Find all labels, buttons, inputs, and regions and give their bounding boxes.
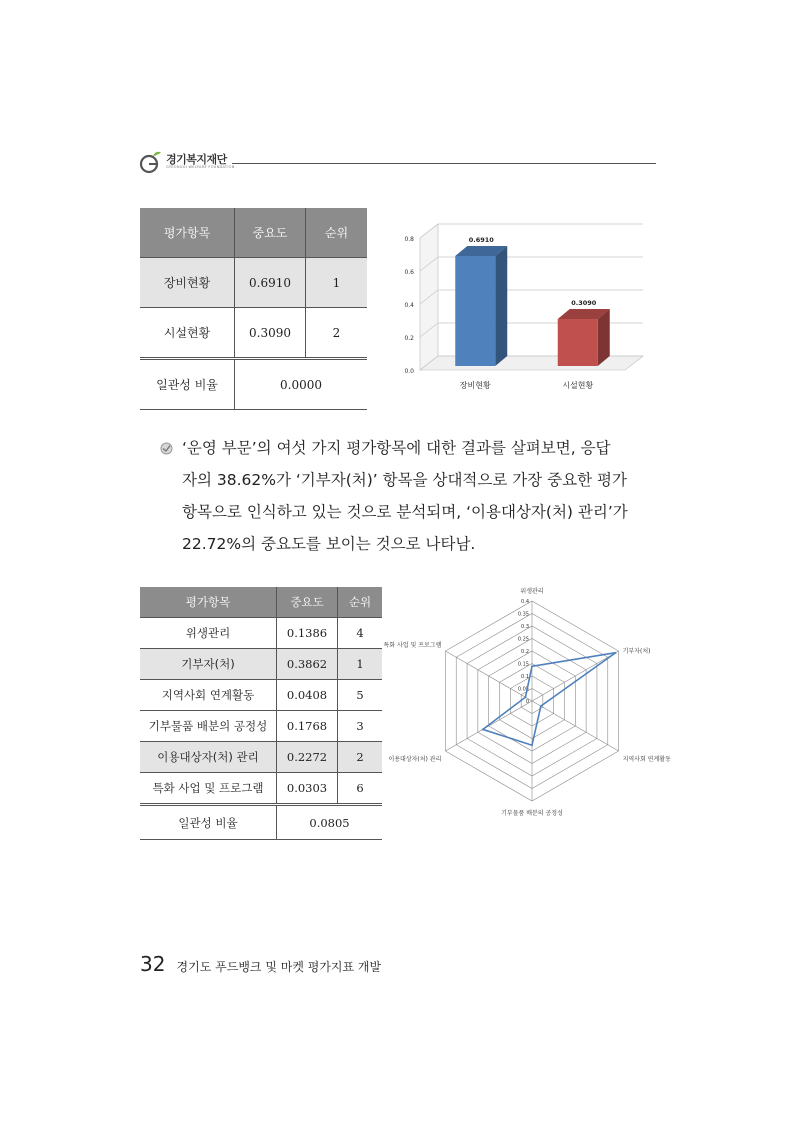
row-weight: 0.2272 <box>277 742 338 773</box>
radial-tick-label: 0.2 <box>521 649 529 655</box>
category-label: 장비현황 <box>459 381 491 390</box>
table-row <box>140 773 382 805</box>
table-row <box>140 308 367 359</box>
axis-label: 위생관리 <box>520 588 544 595</box>
consistency-row <box>140 805 382 840</box>
page-header <box>140 150 656 176</box>
operation-radar-chart <box>383 583 671 823</box>
operation-weight-table <box>140 587 382 840</box>
row-rank: 3 <box>338 711 383 742</box>
row-item: 위생관리 <box>140 618 277 649</box>
radial-tick-label: 0.1 <box>521 674 529 680</box>
row-item: 장비현황 <box>140 258 235 308</box>
radar-point <box>482 729 484 731</box>
radial-tick-label: 0.35 <box>517 611 529 618</box>
y-tick-label: 0.4 <box>404 302 414 309</box>
table-header-row <box>140 587 382 618</box>
radial-tick-label: 0 <box>525 699 529 705</box>
page-number: 32 <box>140 952 166 976</box>
consistency-row <box>140 359 367 410</box>
row-weight: 0.0408 <box>277 680 338 711</box>
consistency-value: 0.0805 <box>277 805 383 840</box>
footer-title: 경기도 푸드뱅크 및 마켓 평가지표 개발 <box>176 960 382 974</box>
data-label: 0.6910 <box>468 235 494 244</box>
radar-point <box>531 744 533 746</box>
radar-point <box>540 705 542 707</box>
bar-2 <box>558 309 610 366</box>
row-weight: 0.1768 <box>277 711 338 742</box>
header-rule <box>232 163 656 164</box>
bar-side <box>598 309 610 366</box>
table-row <box>140 258 367 308</box>
gridline <box>420 257 643 271</box>
row-weight: 0.3090 <box>235 308 306 359</box>
y-tick-label: 0.0 <box>404 368 414 375</box>
gridline <box>420 224 643 238</box>
row-weight: 0.1386 <box>277 618 338 649</box>
bar-front <box>558 319 598 366</box>
radial-tick-label: 0.25 <box>517 636 529 643</box>
radar-point <box>525 696 527 698</box>
axis-label: 특화 사업 및 프로그램 <box>383 642 442 649</box>
y-tick-label: 0.2 <box>404 335 414 342</box>
category-label: 시설현황 <box>562 381 594 390</box>
bar-1 <box>455 246 507 366</box>
row-rank: 1 <box>338 649 383 680</box>
header-weight: 중요도 <box>235 208 306 258</box>
logo-subtitle: GYEONGGI WELFARE FOUNDATION <box>166 165 235 169</box>
consistency-value: 0.0000 <box>235 359 368 410</box>
radar-point <box>531 665 533 667</box>
table-row <box>140 742 382 773</box>
table-row <box>140 649 382 680</box>
foundation-logo-icon <box>140 150 162 174</box>
row-item: 지역사회 연계활동 <box>140 680 277 711</box>
radar-point <box>615 652 617 654</box>
equipment-weight-table <box>140 208 367 410</box>
row-rank: 6 <box>338 773 383 805</box>
header-item: 평가항목 <box>140 587 277 618</box>
chart-floor <box>420 356 643 370</box>
paragraph-line: 항목으로 인식하고 있는 것으로 분석되며, ‘이용대상자(처) 관리’가 <box>182 503 628 521</box>
bar-side <box>495 246 507 366</box>
table-row <box>140 680 382 711</box>
gridline <box>420 290 643 304</box>
row-weight: 0.0303 <box>277 773 338 805</box>
radar-series-line <box>483 653 616 745</box>
row-weight: 0.6910 <box>235 258 306 308</box>
row-weight: 0.3862 <box>277 649 338 680</box>
row-rank: 5 <box>338 680 383 711</box>
header-item: 평가항목 <box>140 208 235 258</box>
header-rank: 순위 <box>306 208 368 258</box>
paragraph-line: 자의 38.62%가 ‘기부자(처)’ 항목을 상대적으로 가장 중요한 평가 <box>182 471 627 489</box>
consistency-label: 일관성 비율 <box>140 359 235 410</box>
axis-label: 기부물품 배분의 공정성 <box>501 810 563 817</box>
table-row <box>140 711 382 742</box>
row-rank: 2 <box>338 742 383 773</box>
paragraph-line: ‘운영 부문’의 여섯 가지 평가항목에 대한 결과를 살펴보면, 응답 <box>182 439 611 457</box>
radial-tick-label: 0.3 <box>521 624 529 630</box>
row-item: 이용대상자(처) 관리 <box>140 742 277 773</box>
paragraph-line: 22.72%의 중요도를 보이는 것으로 나타남. <box>182 535 476 553</box>
row-rank: 4 <box>338 618 383 649</box>
page-footer <box>140 952 381 976</box>
bullet-icon <box>160 442 173 455</box>
row-item: 기부자(처) <box>140 649 277 680</box>
axis-label: 지역사회 연계활동 <box>622 756 671 763</box>
axis-label: 기부자(처) <box>622 648 651 655</box>
axis-label: 이용대상자(처) 관리 <box>388 756 442 763</box>
y-tick-label: 0.8 <box>404 236 414 243</box>
radial-tick-label: 0.4 <box>521 599 529 605</box>
data-label: 0.3090 <box>571 299 597 308</box>
table-row <box>140 618 382 649</box>
radial-tick-label: 0.15 <box>517 661 529 668</box>
header-rank: 순위 <box>338 587 383 618</box>
y-tick-label: 0.6 <box>404 269 414 276</box>
table-header-row <box>140 208 367 258</box>
consistency-label: 일관성 비율 <box>140 805 277 840</box>
row-item: 특화 사업 및 프로그램 <box>140 773 277 805</box>
row-rank: 1 <box>306 258 368 308</box>
logo-text: 경기복지재단 <box>166 153 227 166</box>
radial-tick-label: 0.05 <box>517 686 529 693</box>
equipment-bar-chart <box>392 218 660 396</box>
row-rank: 2 <box>306 308 368 359</box>
bar-front <box>455 256 495 366</box>
header-weight: 중요도 <box>277 587 338 618</box>
row-item: 시설현황 <box>140 308 235 359</box>
row-item: 기부물품 배분의 공정성 <box>140 711 277 742</box>
